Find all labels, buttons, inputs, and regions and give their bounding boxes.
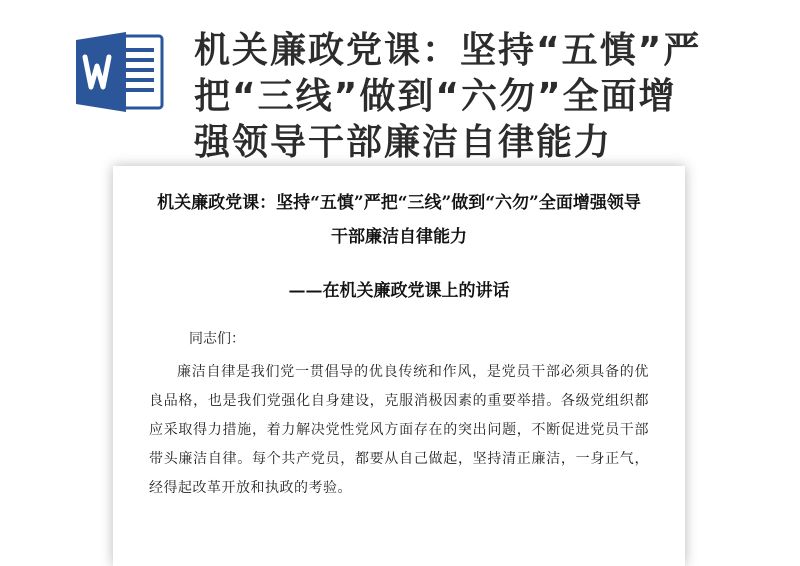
document-greeting: 同志们： <box>189 331 245 347</box>
document-subtitle: ——在机关廉政党课上的讲话 <box>288 281 510 301</box>
document-title: 机关廉政党课：坚持“五慎”严把“三线”做到“六勿”全面增强领导干部廉洁自律能力 <box>157 193 641 247</box>
word-document-icon <box>74 30 166 114</box>
document-body-paragraph: 廉洁自律是我们党一贯倡导的优良传统和作风，是党员干部必须具备的优良品格，也是我们党强化自身建设，克服消极因素的重要举措。各级党组织都应采取得力措施，着力解决党性党风方面存在的突出问题，不断促进党员干部带头廉洁自律。每个共产党员，都要从自己做起，坚持清正廉洁，一身正气，经得起改革开放和执政的考验。 <box>149 364 649 496</box>
page-title: 机关廉政党课：坚持“五慎”严把“三线”做到“六勿”全面增强领导干部廉洁自律能力 <box>194 30 702 163</box>
document-page <box>113 166 685 566</box>
header-banner <box>0 0 800 163</box>
